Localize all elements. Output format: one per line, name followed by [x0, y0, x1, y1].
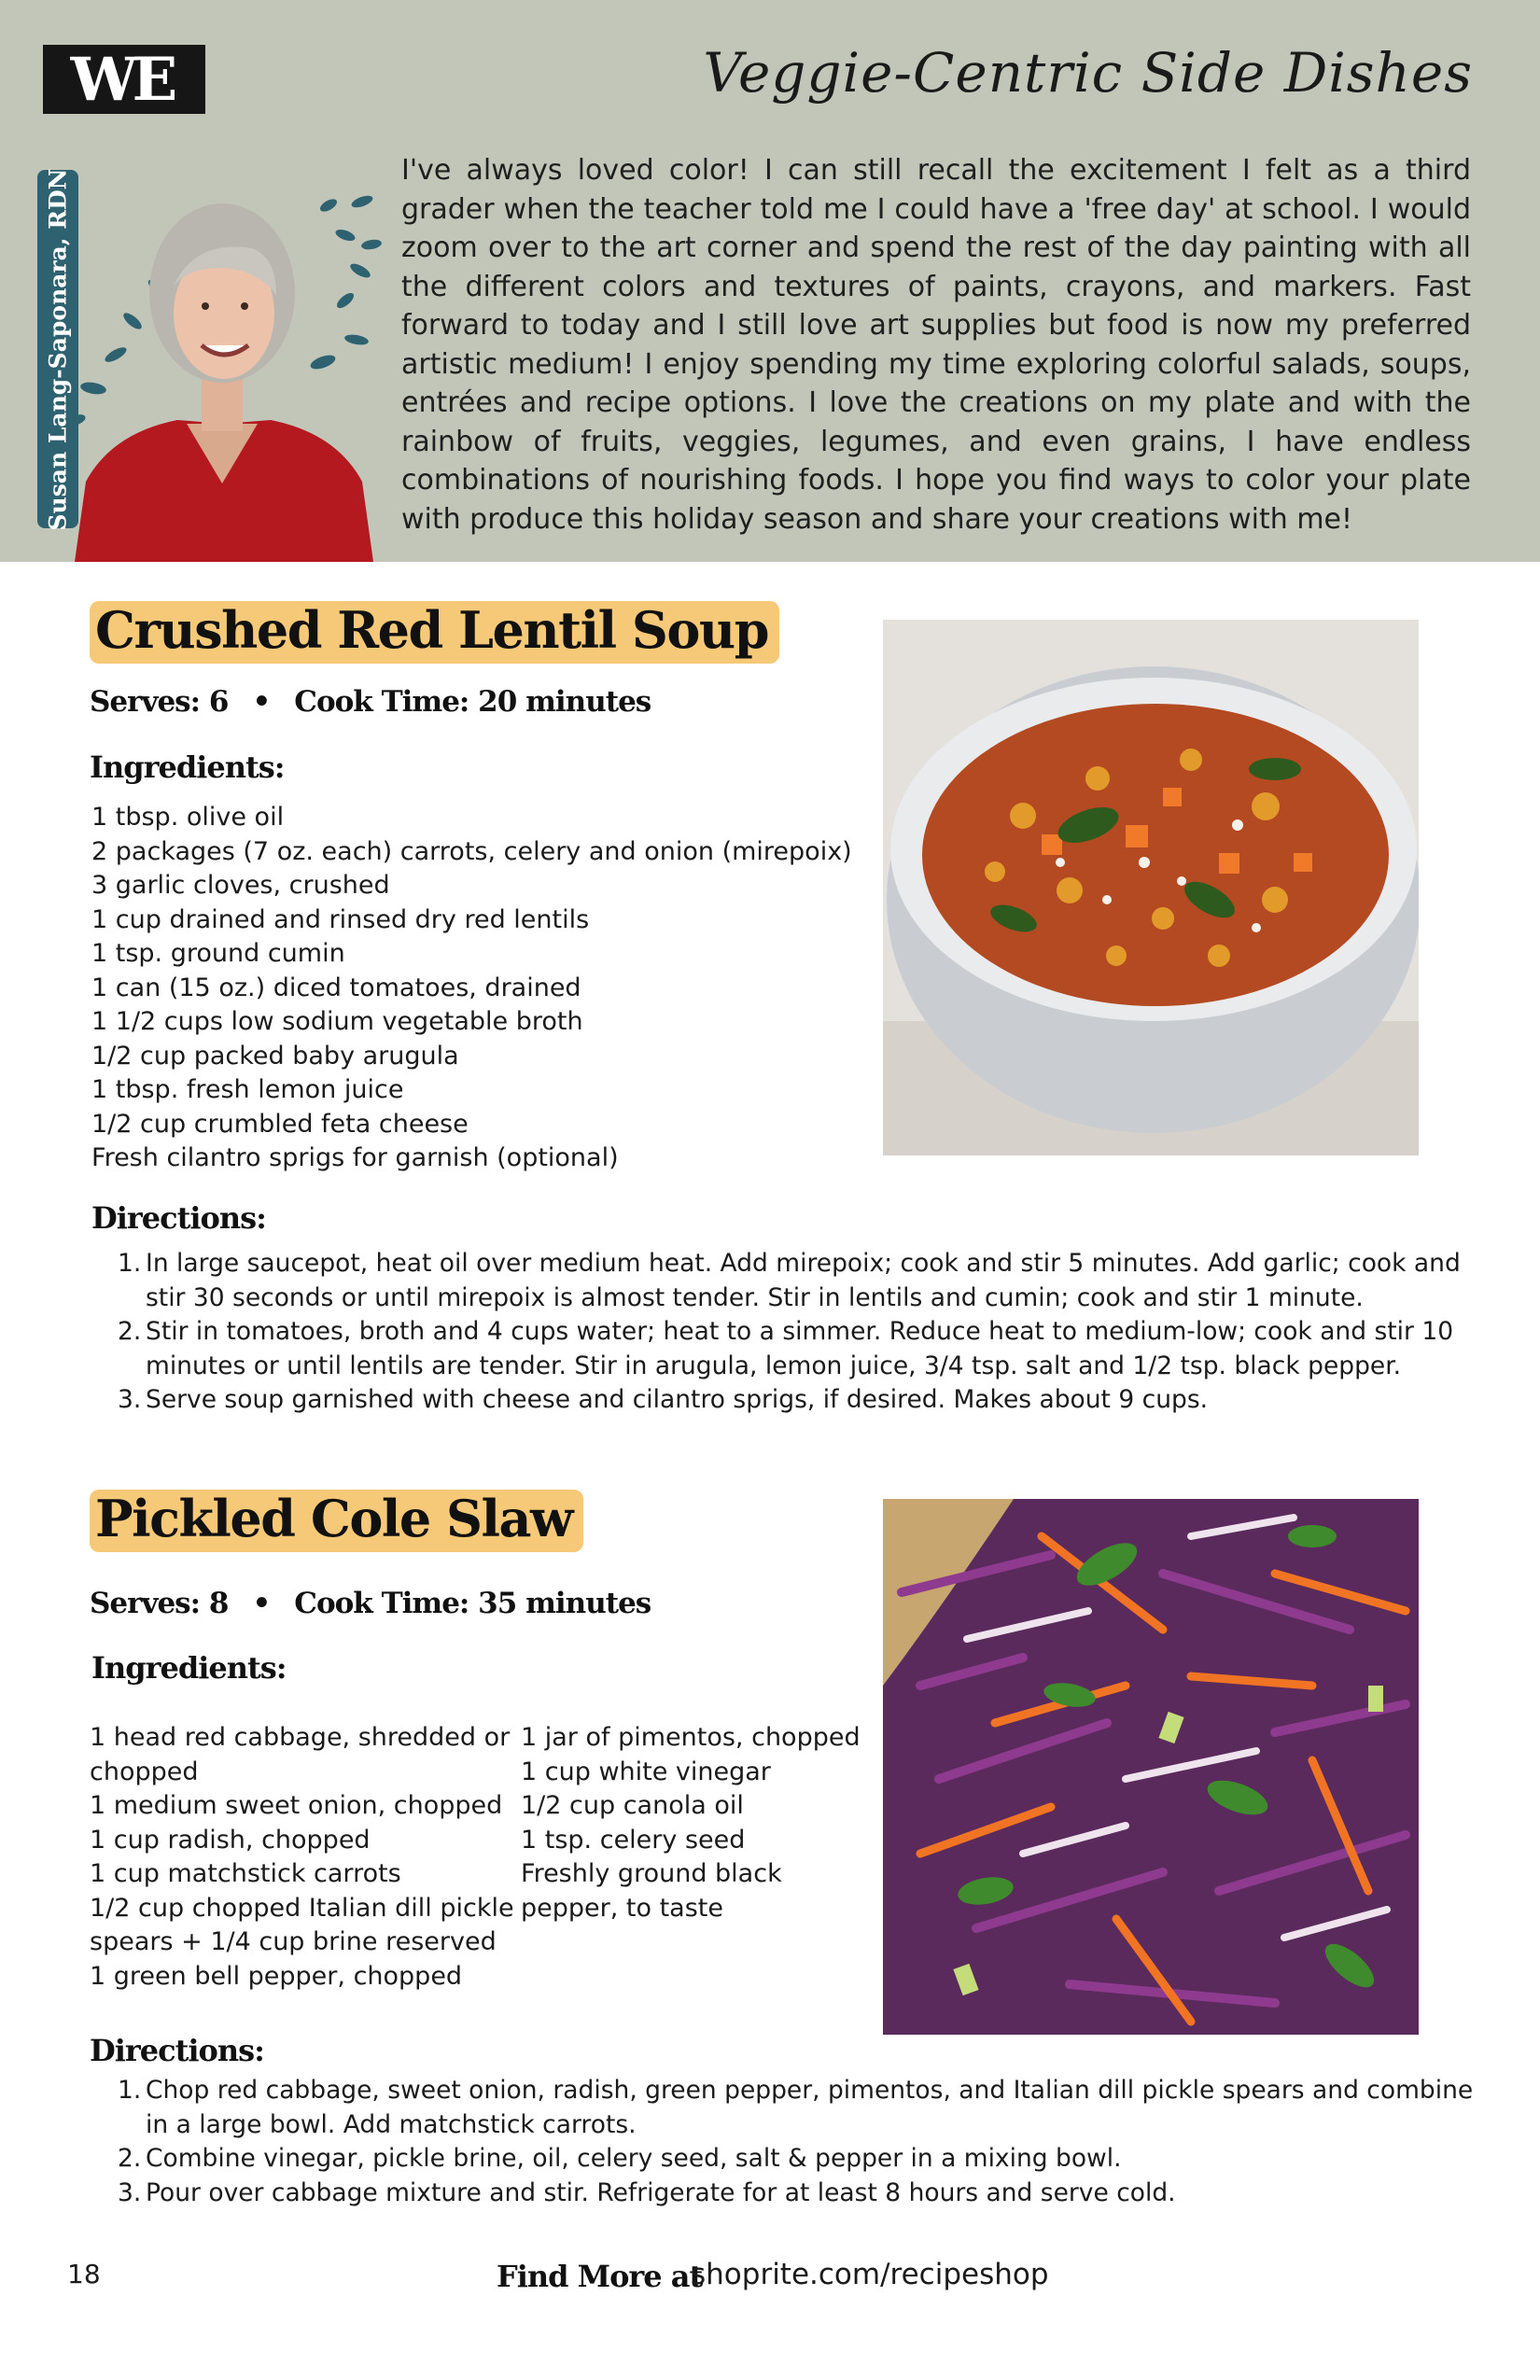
- ingredient-item: 1 head red cabbage, shredded or: [90, 1723, 511, 1752]
- recipe-meta: [90, 685, 651, 719]
- step-text: Pour over cabbage mixture and stir. Refrigerate for at least 8 hours and serve cold.: [146, 2177, 1176, 2207]
- ingredient-item: 1 jar of pimentos, chopped: [521, 1723, 861, 1752]
- ingredient-item: 1 1/2 cups low sodium vegetable broth: [91, 1007, 583, 1036]
- direction-step: [118, 2142, 1490, 2177]
- directions-list: [118, 2074, 1490, 2210]
- recipeshop-link[interactable]: shoprite.com/recipeshop: [691, 2258, 1049, 2291]
- step-text: In large saucepot, heat oil over medium heat. Add mirepoix; cook and stir 5 minutes. Add garlic; cook and stir 30 seconds or until mirepoix is almost tender. Stir in lentils and cumin; cook and stir 1 minute.: [146, 1249, 1461, 1312]
- ingredient-item: Freshly ground black: [521, 1859, 782, 1888]
- step-number: 2.: [118, 1317, 142, 1346]
- author-name-tab: [37, 167, 78, 531]
- ingredient-item: 1/2 cup canola oil: [521, 1791, 744, 1820]
- ingredient-item: 1 green bell pepper, chopped: [90, 1961, 463, 1991]
- ingredient-item: 1 can (15 oz.) diced tomatoes, drained: [91, 973, 581, 1002]
- author-portrait: [65, 183, 383, 562]
- intro-paragraph: I've always loved color! I can still recall the excitement I felt as a third grader when the teacher told me I could have a 'free day' at school. I would zoom over to the art corner and spend the rest of the day painting with all the different colors and textures of paints, crayons, and markers. Fast forward to today and I still love art supplies but food is now my preferred artistic medium! I enjoy spending my time exploring colorful salads, soups, entrées and recipe options. I love the creations on my plate and with the rainbow of fruits, veggies, legumes, and even grains, I have endless combinations of nourishing foods. I hope you find ways to color your plate with produce this holiday season and share your creations with me!: [401, 154, 1471, 536]
- ingredients-list-col1: [90, 1721, 515, 1994]
- bullet-separator: •: [252, 685, 271, 719]
- cook-time-label: Cook Time: 20 minutes: [294, 685, 651, 719]
- recipe-meta: [90, 1587, 651, 1620]
- page-number: 18: [67, 2259, 101, 2289]
- ingredients-heading: Ingredients:: [91, 1650, 287, 1686]
- ingredients-list-col2: [521, 1721, 875, 1925]
- direction-step: [118, 1383, 1490, 1418]
- ingredient-item: 1 cup drained and rinsed dry red lentils: [91, 904, 590, 934]
- serves-label: Serves: 8: [90, 1587, 229, 1620]
- ingredient-item: 1 cup white vinegar: [521, 1757, 771, 1786]
- step-text: Serve soup garnished with cheese and cilantro sprigs, if desired. Makes about 9 cups.: [146, 1385, 1209, 1414]
- ingredient-item: 2 packages (7 oz. each) carrots, celery and onion (mirepoix): [91, 836, 852, 866]
- step-text: Chop red cabbage, sweet onion, radish, green pepper, pimentos, and Italian dill pickle spears and combine in a large bowl. Add matchstick carrots.: [146, 2076, 1474, 2139]
- step-number: 3.: [118, 2177, 142, 2207]
- recipe-title: Crushed Red Lentil Soup: [90, 601, 779, 664]
- we-logo: WE: [43, 45, 205, 114]
- ingredient-item: chopped: [90, 1757, 199, 1786]
- step-text: Combine vinegar, pickle brine, oil, celery seed, salt & pepper in a mixing bowl.: [146, 2144, 1122, 2173]
- page-title: Veggie-Centric Side Dishes: [703, 41, 1473, 105]
- ingredient-item: 3 garlic cloves, crushed: [91, 871, 390, 900]
- step-number: 1.: [118, 2076, 142, 2105]
- ingredient-item: 1 medium sweet onion, chopped: [90, 1791, 503, 1820]
- ingredient-item: 1 cup radish, chopped: [90, 1825, 371, 1855]
- ingredient-item: 1 tsp. ground cumin: [91, 939, 345, 968]
- ingredient-item: 1 tsp. celery seed: [521, 1825, 746, 1855]
- ingredient-item: 1 cup matchstick carrots: [90, 1859, 401, 1888]
- find-more-label: Find More at: [497, 2259, 703, 2294]
- cook-time-label: Cook Time: 35 minutes: [294, 1587, 651, 1620]
- direction-step: [118, 2074, 1490, 2142]
- ingredients-heading: Ingredients:: [90, 749, 285, 785]
- direction-step: [118, 2177, 1490, 2211]
- ingredient-item: 1/2 cup packed baby arugula: [91, 1041, 459, 1071]
- directions-heading: Directions:: [91, 1200, 266, 1236]
- step-number: 2.: [118, 2144, 142, 2173]
- ingredient-item: 1 tbsp. fresh lemon juice: [91, 1075, 404, 1104]
- header-band: [0, 0, 1540, 562]
- ingredients-list: [91, 801, 875, 1176]
- author-name: Susan Lang-Saponara, RDN: [44, 167, 72, 531]
- direction-step: [118, 1247, 1490, 1315]
- ingredient-item: 1/2 cup chopped Italian dill pickle: [90, 1893, 514, 1923]
- step-text: Stir in tomatoes, broth and 4 cups water; heat to a simmer. Reduce heat to medium-low; cook and stir 10 minutes or until lentils are tender. Stir in arugula, lemon juice, 3/4 tsp. salt and 1/2 tsp. black pepper.: [146, 1317, 1454, 1380]
- step-number: 3.: [118, 1385, 142, 1414]
- directions-list: [118, 1247, 1490, 1418]
- direction-step: [118, 1315, 1490, 1383]
- directions-heading: Directions:: [90, 2033, 264, 2068]
- recipe-title: Pickled Cole Slaw: [90, 1490, 583, 1552]
- bullet-separator: •: [252, 1587, 271, 1620]
- ingredient-item: spears + 1/4 cup brine reserved: [90, 1927, 497, 1956]
- serves-label: Serves: 6: [90, 685, 229, 719]
- ingredient-item: 1 tbsp. olive oil: [91, 803, 285, 832]
- ingredient-item: 1/2 cup crumbled feta cheese: [91, 1109, 469, 1139]
- step-number: 1.: [118, 1249, 142, 1278]
- ingredient-item: Fresh cilantro sprigs for garnish (optional): [91, 1143, 619, 1172]
- cole-slaw-photo: [883, 1499, 1419, 2035]
- ingredient-item: pepper, to taste: [521, 1893, 723, 1923]
- lentil-soup-photo: [883, 620, 1419, 1155]
